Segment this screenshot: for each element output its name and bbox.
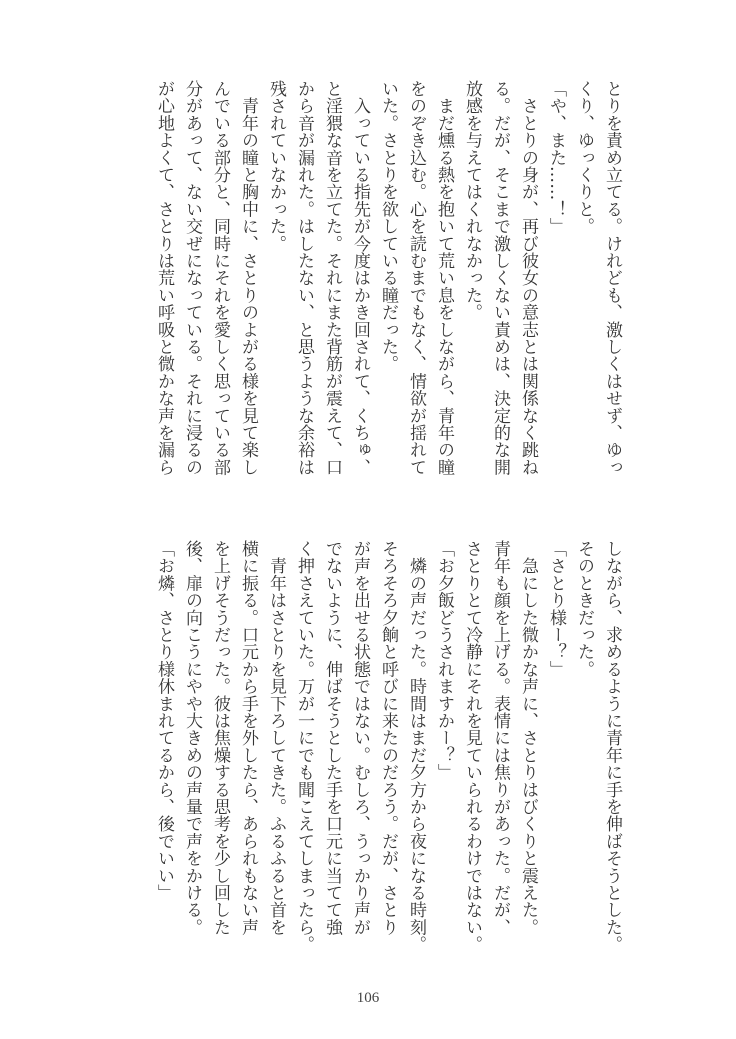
text-line: でないように、伸ばそうとした手を口元に当てて強 bbox=[322, 540, 342, 936]
text-line: さとりとて冷静にそれを見ていられるわけではない。 bbox=[462, 540, 482, 953]
page-number: 106 bbox=[356, 990, 380, 1006]
text-block-bottom bbox=[150, 540, 626, 953]
text-line: そろそろ夕餉と呼びに来たのだろう。だが、さとり bbox=[378, 540, 398, 936]
text-line: を上げそうだった。彼は焦燥する思考を少し回した bbox=[210, 540, 230, 936]
text-line: 放感を与えてはくれなかった。 bbox=[462, 80, 482, 321]
text-line: くり、ゆっくりと。 bbox=[574, 80, 594, 235]
text-line: んでいる部分と、同時にそれを愛しく思っている部 bbox=[210, 80, 230, 476]
text-line: をのぞき込む。心を読むまでもなく、情欲が揺れて bbox=[406, 80, 426, 476]
text-line: 「や、また……！」 bbox=[546, 80, 566, 235]
text-line: まだ燻る熱を抱いて荒い息をしながら、青年の瞳 bbox=[434, 80, 454, 476]
text-line: 後、扉の向こうにやや大きめの声量で声をかける。 bbox=[182, 540, 202, 936]
text-line: 青年はさとりを見下ろしてきた。ふるふると首を bbox=[266, 540, 286, 936]
text-line: く押さえていた。万が一にでも聞こえてしまったら。 bbox=[294, 540, 314, 953]
text-line: 青年も顔を上げる。表情には焦りがあった。だが、 bbox=[490, 540, 510, 936]
text-line: さとりの身が、再び彼女の意志とは関係なく跳ね bbox=[518, 80, 538, 476]
text-line: 「さとり様ー？」 bbox=[546, 540, 566, 678]
text-line: 青年の瞳と胸中に、さとりのよがる様を見て楽し bbox=[238, 80, 258, 476]
text-line: しながら、求めるように青年に手を伸ばそうとした。 bbox=[602, 540, 622, 953]
text-block-top bbox=[150, 80, 626, 490]
text-line: 「お燐、さとり様休まれてるから、後でいい」 bbox=[154, 540, 174, 902]
text-line: と淫猥な音を立てた。それにまた背筋が震えて、口 bbox=[322, 80, 342, 476]
text-line: る。だが、そこまで激しくない責めは、決定的な開 bbox=[490, 80, 510, 476]
text-line: 横に振る。口元から手を外したら、あられもない声 bbox=[238, 540, 258, 936]
text-line: 分があって、ない交ぜになっている。それに浸るの bbox=[182, 80, 202, 476]
text-line: が心地よくて、さとりは荒い呼吸と微かな声を漏ら bbox=[154, 80, 174, 476]
text-line: そのときだった。 bbox=[574, 540, 594, 678]
text-line: 入っている指先が今度はかき回されて、くちゅ、 bbox=[350, 80, 370, 476]
text-line: いた。さとりを欲している瞳だった。 bbox=[378, 80, 398, 373]
text-line: 燐の声だった。時間はまだ夕方から夜になる時刻。 bbox=[406, 540, 426, 953]
text-line: 急にした微かな声に、さとりはびくりと震えた。 bbox=[518, 540, 538, 936]
text-line: 「お夕飯どうされますかー？」 bbox=[434, 540, 454, 781]
text-line: とりを責め立てる。けれども、激しくはせず、ゆっ bbox=[602, 80, 622, 476]
text-line: が声を出せる状態ではない。むしろ、うっかり声が bbox=[350, 540, 370, 936]
text-line: 残されていなかった。 bbox=[266, 80, 286, 252]
text-line: から音が漏れた。はしたない、と思うような余裕は bbox=[294, 80, 314, 476]
